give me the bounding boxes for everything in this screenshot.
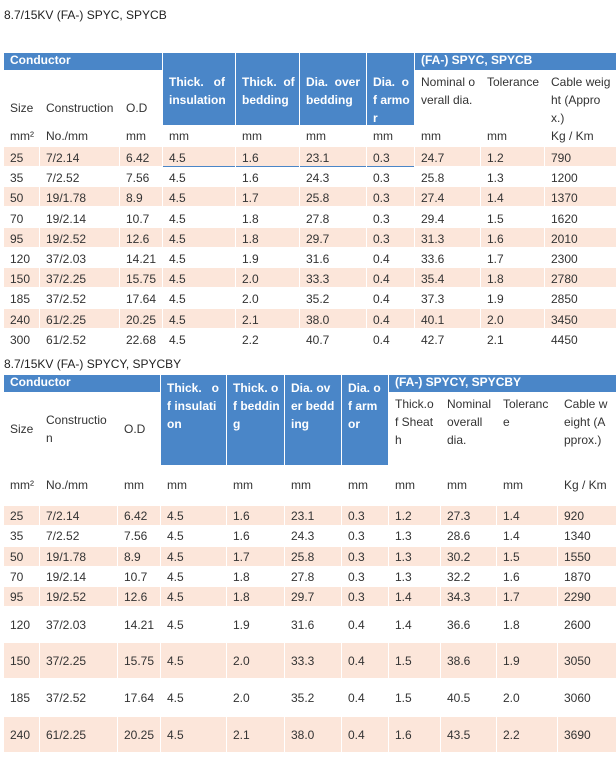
data-cell: 1.8 <box>236 228 299 247</box>
data-cell: 1.3 <box>389 547 440 566</box>
conductor-group-header: Conductor <box>4 375 160 392</box>
unit-cell: Kg / Km <box>545 125 616 147</box>
data-cell: 1.6 <box>389 717 440 752</box>
data-cell: 30.2 <box>441 547 496 566</box>
data-cell: 1.6 <box>227 526 284 545</box>
data-cell: 1340 <box>558 526 616 545</box>
unit-cell: mm <box>481 125 544 147</box>
data-cell: 1.9 <box>481 288 544 307</box>
unit-cell: mm <box>389 466 440 504</box>
data-cell: 0.3 <box>342 587 388 606</box>
data-cell: 37.3 <box>415 288 480 307</box>
spycy-group-header: (FA-) SPYCY, SPYCBY <box>389 375 616 392</box>
data-cell: 1.9 <box>236 248 299 267</box>
data-cell: 1.8 <box>227 567 284 586</box>
data-cell: 6.42 <box>120 147 162 166</box>
header-od: O.D <box>120 71 162 180</box>
data-cell: 7/2.52 <box>40 167 119 186</box>
data-cell: 2.0 <box>236 288 299 307</box>
data-cell: 3050 <box>558 643 616 678</box>
data-cell: 4.5 <box>163 228 235 247</box>
data-cell: 10.7 <box>118 567 160 586</box>
data-cell: 6.42 <box>118 506 160 525</box>
data-cell: 70 <box>4 567 39 586</box>
data-cell: 1870 <box>558 567 616 586</box>
unit-cell: mm <box>497 466 557 504</box>
data-cell: 1550 <box>558 547 616 566</box>
data-cell: 50 <box>4 547 39 566</box>
data-cell: 35 <box>4 526 39 545</box>
data-cell: 2300 <box>545 248 616 267</box>
data-cell: 0.3 <box>342 526 388 545</box>
data-cell: 19/2.52 <box>40 228 119 247</box>
data-cell: 24.7 <box>415 147 480 166</box>
data-cell: 17.64 <box>118 680 160 715</box>
data-cell: 7/2.14 <box>40 147 119 166</box>
data-cell: 61/2.25 <box>40 717 117 752</box>
data-cell: 61/2.52 <box>40 329 119 348</box>
data-cell: 1.9 <box>227 607 284 642</box>
table2-title: 8.7/15KV (FA-) SPYCY, SPYCBY <box>4 357 182 371</box>
data-cell: 4.5 <box>163 248 235 267</box>
data-cell: 23.1 <box>285 506 341 525</box>
data-cell: 240 <box>4 717 39 752</box>
data-cell: 1.5 <box>481 208 544 227</box>
data-cell: 185 <box>4 680 39 715</box>
data-cell: 0.4 <box>342 607 388 642</box>
header-construction: Construction <box>40 71 119 180</box>
data-cell: 27.8 <box>300 208 366 227</box>
unit-cell: mm <box>163 125 235 147</box>
unit-cell: mm <box>118 466 160 504</box>
data-cell: 35 <box>4 167 39 186</box>
data-cell: 27.3 <box>441 506 496 525</box>
data-cell: 2.2 <box>236 329 299 348</box>
data-cell: 40.1 <box>415 309 480 328</box>
data-cell: 4.5 <box>161 607 226 642</box>
data-cell: 1.3 <box>481 167 544 186</box>
data-cell: 4.5 <box>161 547 226 566</box>
data-cell: 37/2.52 <box>40 288 119 307</box>
data-cell: 23.1 <box>300 147 366 166</box>
data-cell: 4.5 <box>163 147 235 166</box>
data-cell: 1.4 <box>497 526 557 545</box>
data-cell: 1.3 <box>389 526 440 545</box>
data-cell: 0.4 <box>342 643 388 678</box>
data-cell: 1.7 <box>481 248 544 267</box>
data-cell: 31.6 <box>285 607 341 642</box>
data-cell: 0.4 <box>367 288 414 307</box>
header-construction: Construction <box>40 393 117 465</box>
data-cell: 15.75 <box>120 268 162 287</box>
data-cell: 20.25 <box>120 309 162 328</box>
data-cell: 31.6 <box>300 248 366 267</box>
data-cell: 33.6 <box>415 248 480 267</box>
data-cell: 2.1 <box>227 717 284 752</box>
data-cell: 33.3 <box>300 268 366 287</box>
data-cell: 1.8 <box>481 268 544 287</box>
data-cell: 4.5 <box>163 208 235 227</box>
data-cell: 1.4 <box>497 506 557 525</box>
data-cell: 61/2.25 <box>40 309 119 328</box>
data-cell: 38.0 <box>285 717 341 752</box>
data-cell: 0.3 <box>342 567 388 586</box>
data-cell: 1.6 <box>481 228 544 247</box>
data-cell: 790 <box>545 147 616 166</box>
data-cell: 29.7 <box>285 587 341 606</box>
data-cell: 4.5 <box>161 587 226 606</box>
data-cell: 33.3 <box>285 643 341 678</box>
data-cell: 70 <box>4 208 39 227</box>
data-cell: 1.6 <box>236 147 299 166</box>
unit-cell: mm <box>161 466 226 504</box>
data-cell: 12.6 <box>120 228 162 247</box>
header-size: Size <box>4 393 39 465</box>
data-cell: 1.2 <box>481 147 544 166</box>
data-cell: 37/2.25 <box>40 268 119 287</box>
data-cell: 300 <box>4 329 39 348</box>
unit-cell: mm <box>227 466 284 504</box>
data-cell: 1.6 <box>236 167 299 186</box>
unit-cell: mm <box>300 125 366 147</box>
header-weight: Cable weight (Approx.) <box>558 393 616 465</box>
data-cell: 28.6 <box>441 526 496 545</box>
header-ins: Thick. of insulation <box>163 53 235 180</box>
data-cell: 920 <box>558 506 616 525</box>
data-cell: 0.3 <box>367 228 414 247</box>
data-cell: 0.4 <box>367 268 414 287</box>
data-cell: 24.3 <box>300 167 366 186</box>
data-cell: 1.8 <box>497 607 557 642</box>
data-cell: 27.4 <box>415 187 480 206</box>
unit-cell: mm² <box>4 466 39 504</box>
header-ins: Thick. of insulation <box>161 375 226 465</box>
data-cell: 1.4 <box>389 587 440 606</box>
data-cell: 0.3 <box>367 208 414 227</box>
header-nominal: Nominal overall dia. <box>415 71 480 180</box>
data-cell: 20.25 <box>118 717 160 752</box>
data-cell: 1.4 <box>389 607 440 642</box>
data-cell: 35.4 <box>415 268 480 287</box>
unit-cell: mm <box>236 125 299 147</box>
data-cell: 240 <box>4 309 39 328</box>
data-cell: 7/2.14 <box>40 506 117 525</box>
data-cell: 1.7 <box>497 587 557 606</box>
data-cell: 25.8 <box>285 547 341 566</box>
data-cell: 1200 <box>545 167 616 186</box>
data-cell: 37/2.03 <box>40 607 117 642</box>
unit-cell: mm <box>367 125 414 147</box>
data-cell: 2600 <box>558 607 616 642</box>
data-cell: 2.0 <box>227 643 284 678</box>
data-cell: 4.5 <box>161 567 226 586</box>
header-armor: Dia. of armor <box>342 375 388 465</box>
data-cell: 4.5 <box>163 288 235 307</box>
data-cell: 4.5 <box>161 717 226 752</box>
data-cell: 4.5 <box>163 329 235 348</box>
data-cell: 27.8 <box>285 567 341 586</box>
data-cell: 3450 <box>545 309 616 328</box>
data-cell: 8.9 <box>118 547 160 566</box>
data-cell: 120 <box>4 607 39 642</box>
data-cell: 2.0 <box>481 309 544 328</box>
data-cell: 1.7 <box>227 547 284 566</box>
data-cell: 2.2 <box>497 717 557 752</box>
data-cell: 150 <box>4 643 39 678</box>
data-cell: 8.9 <box>120 187 162 206</box>
data-cell: 2290 <box>558 587 616 606</box>
data-cell: 2780 <box>545 268 616 287</box>
data-cell: 1.6 <box>227 506 284 525</box>
data-cell: 37/2.03 <box>40 248 119 267</box>
data-cell: 14.21 <box>120 248 162 267</box>
data-cell: 1.5 <box>389 680 440 715</box>
unit-cell: mm² <box>4 125 39 147</box>
data-cell: 19/2.14 <box>40 567 117 586</box>
data-cell: 2.1 <box>481 329 544 348</box>
unit-cell: mm <box>285 466 341 504</box>
data-cell: 1.7 <box>236 187 299 206</box>
data-cell: 22.68 <box>120 329 162 348</box>
data-cell: 4450 <box>545 329 616 348</box>
data-cell: 1620 <box>545 208 616 227</box>
data-cell: 42.7 <box>415 329 480 348</box>
data-cell: 0.3 <box>367 147 414 166</box>
header-tol: Tolerance <box>481 71 544 180</box>
header-armor: Dia. of armor <box>367 53 414 180</box>
header-dia: Dia. over bedding <box>285 375 341 465</box>
data-cell: 1.9 <box>497 643 557 678</box>
data-cell: 36.6 <box>441 607 496 642</box>
data-cell: 7.56 <box>120 167 162 186</box>
data-cell: 37/2.52 <box>40 680 117 715</box>
data-cell: 10.7 <box>120 208 162 227</box>
data-cell: 25.8 <box>415 167 480 186</box>
header-weight: Cable weight (Approx.) <box>545 71 616 180</box>
data-cell: 35.2 <box>285 680 341 715</box>
data-cell: 37/2.25 <box>40 643 117 678</box>
data-cell: 0.4 <box>367 329 414 348</box>
data-cell: 0.4 <box>367 309 414 328</box>
data-cell: 0.4 <box>342 717 388 752</box>
data-cell: 1.4 <box>481 187 544 206</box>
header-sheath: Thick.of Sheath <box>389 393 440 465</box>
data-cell: 150 <box>4 268 39 287</box>
spyc-group-header: (FA-) SPYC, SPYCB <box>415 53 616 70</box>
header-bed: Thick. of bedding <box>236 53 299 180</box>
unit-cell: mm <box>441 466 496 504</box>
data-cell: 0.4 <box>342 680 388 715</box>
data-cell: 25 <box>4 147 39 166</box>
data-cell: 2.0 <box>236 268 299 287</box>
unit-cell: mm <box>120 125 162 147</box>
data-cell: 120 <box>4 248 39 267</box>
data-cell: 0.3 <box>367 187 414 206</box>
data-cell: 0.3 <box>342 547 388 566</box>
data-cell: 19/2.14 <box>40 208 119 227</box>
data-cell: 1.5 <box>497 547 557 566</box>
data-cell: 1.6 <box>497 567 557 586</box>
header-nominal: Nominal overall dia. <box>441 393 496 465</box>
unit-cell: No./mm <box>40 466 117 504</box>
data-cell: 15.75 <box>118 643 160 678</box>
data-cell: 2.0 <box>497 680 557 715</box>
data-cell: 4.5 <box>163 187 235 206</box>
data-cell: 1.8 <box>236 208 299 227</box>
data-cell: 40.5 <box>441 680 496 715</box>
data-cell: 50 <box>4 187 39 206</box>
header-tol: Tolerance <box>497 393 557 465</box>
data-cell: 38.6 <box>441 643 496 678</box>
table1-title: 8.7/15KV (FA-) SPYC, SPYCB <box>4 8 167 22</box>
data-cell: 43.5 <box>441 717 496 752</box>
data-cell: 4.5 <box>161 680 226 715</box>
header-size: Size <box>4 71 39 180</box>
data-cell: 4.5 <box>163 309 235 328</box>
data-cell: 7/2.52 <box>40 526 117 545</box>
data-cell: 25.8 <box>300 187 366 206</box>
data-cell: 4.5 <box>161 526 226 545</box>
data-cell: 2010 <box>545 228 616 247</box>
header-od: O.D <box>118 393 160 465</box>
header-bed: Thick. of bedding <box>227 375 284 465</box>
data-cell: 0.4 <box>367 248 414 267</box>
data-cell: 40.7 <box>300 329 366 348</box>
data-cell: 4.5 <box>163 268 235 287</box>
data-cell: 19/1.78 <box>40 187 119 206</box>
data-cell: 24.3 <box>285 526 341 545</box>
header-dia: Dia. over bedding <box>300 53 366 180</box>
data-cell: 95 <box>4 587 39 606</box>
unit-cell: No./mm <box>40 125 119 147</box>
data-cell: 29.7 <box>300 228 366 247</box>
data-cell: 25 <box>4 506 39 525</box>
data-cell: 31.3 <box>415 228 480 247</box>
data-cell: 34.3 <box>441 587 496 606</box>
data-cell: 7.56 <box>118 526 160 545</box>
data-cell: 1.2 <box>389 506 440 525</box>
unit-cell: mm <box>415 125 480 147</box>
data-cell: 19/1.78 <box>40 547 117 566</box>
data-cell: 32.2 <box>441 567 496 586</box>
unit-cell: mm <box>342 466 388 504</box>
data-cell: 185 <box>4 288 39 307</box>
data-cell: 3690 <box>558 717 616 752</box>
data-cell: 2.1 <box>236 309 299 328</box>
data-cell: 2.0 <box>227 680 284 715</box>
data-cell: 4.5 <box>161 643 226 678</box>
data-cell: 95 <box>4 228 39 247</box>
data-cell: 17.64 <box>120 288 162 307</box>
data-cell: 3060 <box>558 680 616 715</box>
conductor-group-header: Conductor <box>4 53 162 70</box>
data-cell: 0.3 <box>367 167 414 186</box>
data-cell: 0.3 <box>342 506 388 525</box>
unit-cell: Kg / Km <box>558 466 616 504</box>
data-cell: 29.4 <box>415 208 480 227</box>
data-cell: 1370 <box>545 187 616 206</box>
data-cell: 4.5 <box>161 506 226 525</box>
data-cell: 1.3 <box>389 567 440 586</box>
data-cell: 35.2 <box>300 288 366 307</box>
data-cell: 19/2.52 <box>40 587 117 606</box>
data-cell: 2850 <box>545 288 616 307</box>
data-cell: 1.8 <box>227 587 284 606</box>
data-cell: 1.5 <box>389 643 440 678</box>
data-cell: 12.6 <box>118 587 160 606</box>
data-cell: 4.5 <box>163 167 235 186</box>
data-cell: 14.21 <box>118 607 160 642</box>
data-cell: 38.0 <box>300 309 366 328</box>
